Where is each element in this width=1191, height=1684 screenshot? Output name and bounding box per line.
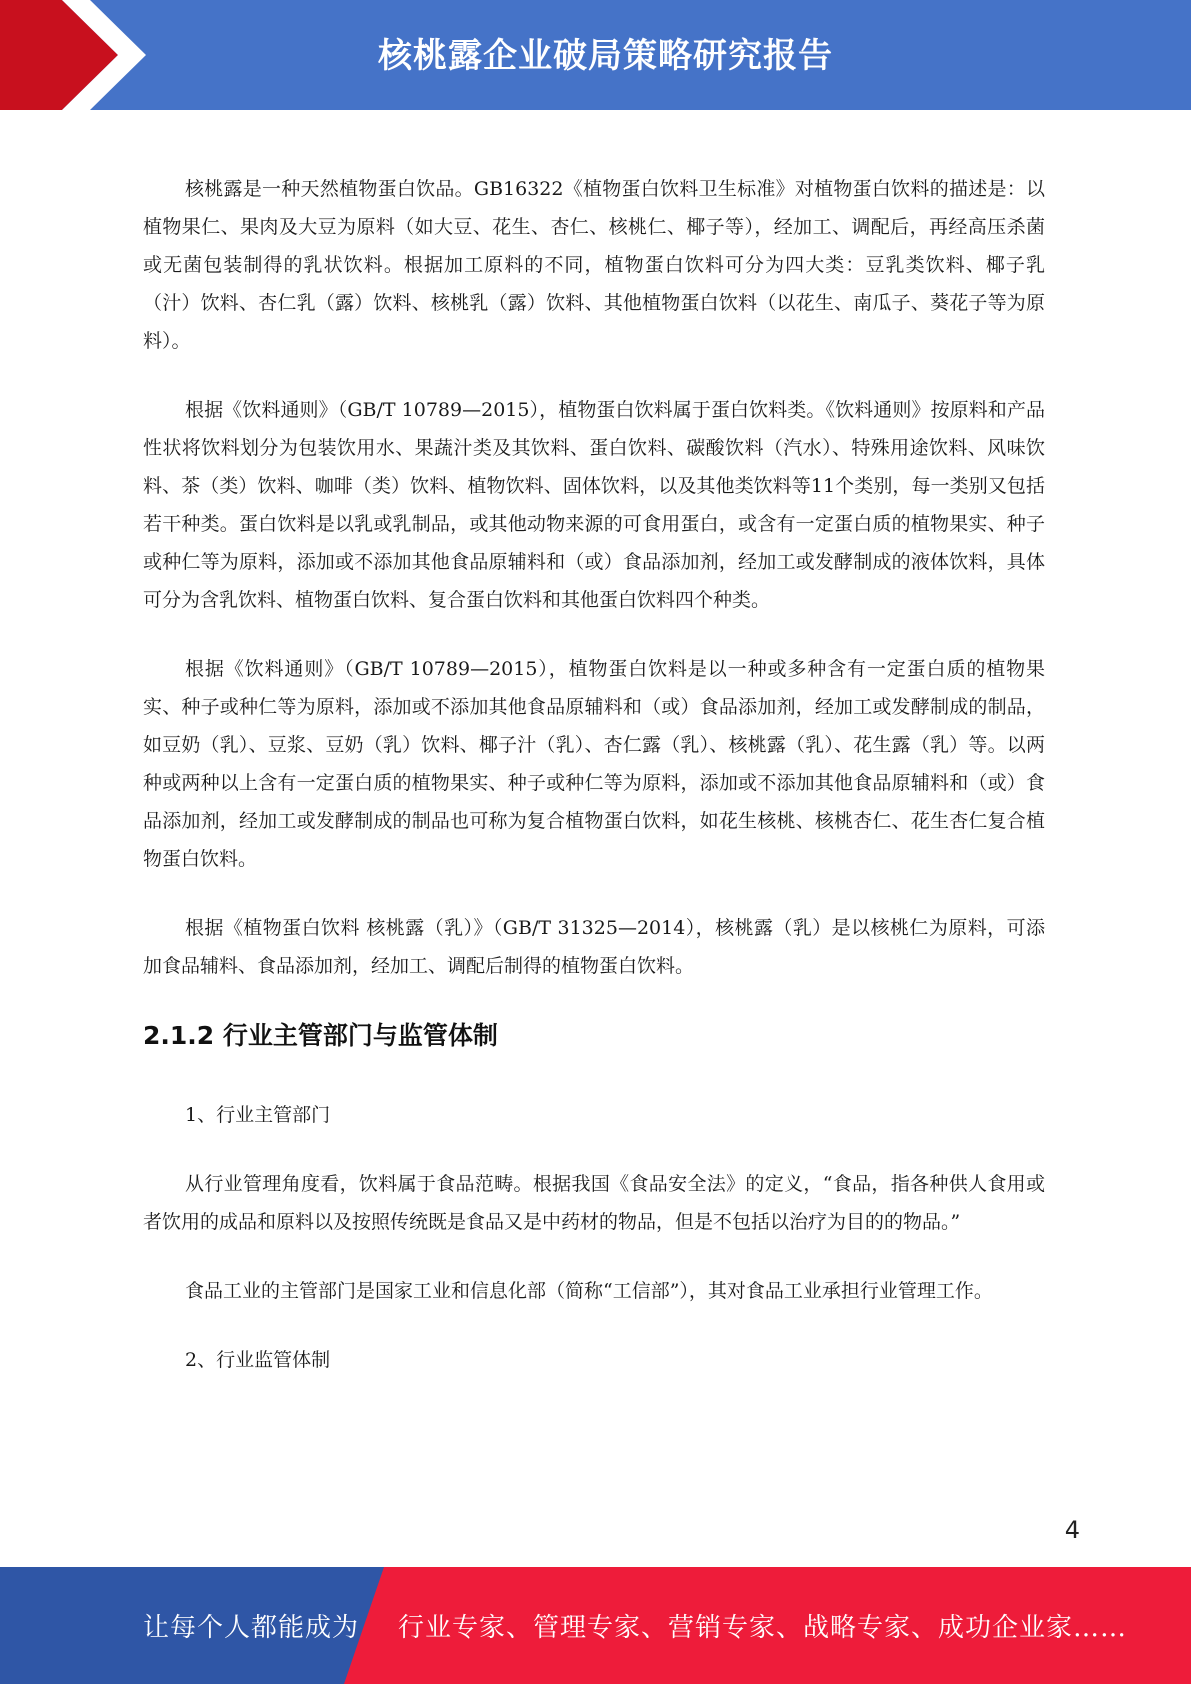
- page-footer: [0, 1567, 1191, 1684]
- page-number: 4: [1064, 1516, 1080, 1544]
- subsection-label: 2、行业监管体制: [185, 1349, 331, 1371]
- document-body: [143, 170, 1045, 1410]
- paragraph: 根据《饮料通则》（GB/T 10789—2015），植物蛋白饮料属于蛋白饮料类。《饮料通则》按原料和产品性状将饮料划分为包装饮用水、果蔬汁类及其饮料、蛋白饮料、碳酸饮料（汽水）、特殊用途饮料、风味饮料、茶（类）饮料、咖啡（类）饮料、植物饮料、固体饮料，以及其他类饮料等11个类别，每一类别又包括若干种类。蛋白饮料是以乳或乳制品，或其他动物来源的可食用蛋白，或含有一定蛋白质的植物果实、种子或种仁等为原料，添加或不添加其他食品原辅料和（或）食品添加剂，经加工或发酵制成的液体饮料，具体可分为含乳饮料、植物蛋白饮料、复合蛋白饮料和其他蛋白饮料四个种类。: [143, 399, 1045, 611]
- footer-slogan-left: 让每个人都能成为: [143, 1613, 360, 1643]
- paragraph: 食品工业的主管部门是国家工业和信息化部（简称“工信部”），其对食品工业承担行业管理工作。: [185, 1280, 993, 1302]
- subsection-label: 1、行业主管部门: [185, 1104, 331, 1126]
- paragraph: 根据《饮料通则》（GB/T 10789—2015），植物蛋白饮料是以一种或多种含有一定蛋白质的植物果实、种子或种仁等为原料，添加或不添加其他食品原辅料和（或）食品添加剂，经加工或发酵制成的制品，如豆奶（乳）、豆浆、豆奶（乳）饮料、椰子汁（乳）、杏仁露（乳）、核桃露（乳）、花生露（乳）等。以两种或两种以上含有一定蛋白质的植物果实、种子或种仁等为原料，添加或不添加其他食品原辅料和（或）食品添加剂，经加工或发酵制成的制品也可称为复合植物蛋白饮料，如花生核桃、核桃杏仁、花生杏仁复合植物蛋白饮料。: [143, 658, 1045, 870]
- report-title: 核桃露企业破局策略研究报告: [378, 36, 833, 76]
- footer-slogan-right: 行业专家、管理专家、营销专家、战略专家、成功企业家……: [398, 1613, 1128, 1643]
- section-heading: 2.1.2 行业主管部门与监管体制: [143, 1021, 498, 1050]
- paragraph: 根据《植物蛋白饮料 核桃露（乳）》（GB/T 31325—2014），核桃露（乳）是以核桃仁为原料，可添加食品辅料、食品添加剂，经加工、调配后制得的植物蛋白饮料。: [143, 917, 1045, 977]
- page-header: [0, 0, 1191, 110]
- paragraph: 核桃露是一种天然植物蛋白饮品。GB16322《植物蛋白饮料卫生标准》对植物蛋白饮料的描述是：以植物果仁、果肉及大豆为原料（如大豆、花生、杏仁、核桃仁、椰子等），经加工、调配后，再经高压杀菌或无菌包装制得的乳状饮料。根据加工原料的不同，植物蛋白饮料可分为四大类：豆乳类饮料、椰子乳（汁）饮料、杏仁乳（露）饮料、核桃乳（露）饮料、其他植物蛋白饮料（以花生、南瓜子、葵花子等为原料）。: [143, 178, 1045, 352]
- paragraph: 从行业管理角度看，饮料属于食品范畴。根据我国《食品安全法》的定义，“食品，指各种供人食用或者饮用的成品和原料以及按照传统既是食品又是中药材的物品，但是不包括以治疗为目的的物品。”: [143, 1173, 1045, 1233]
